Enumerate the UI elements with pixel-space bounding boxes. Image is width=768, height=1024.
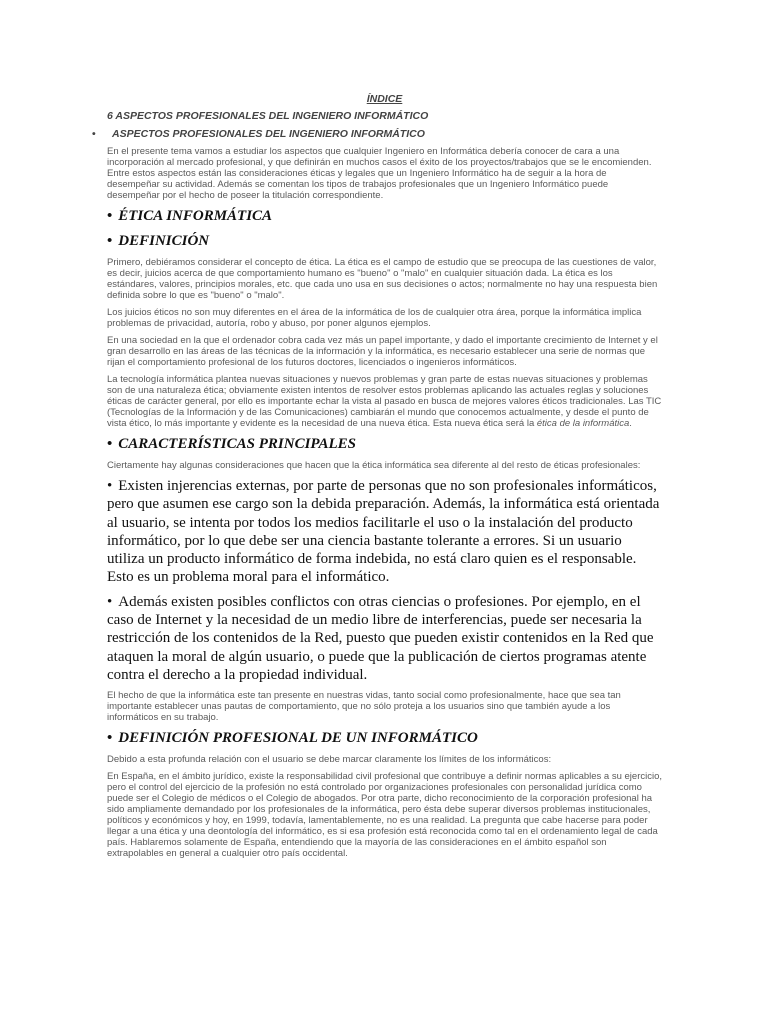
heading-caracteristicas [107,435,662,454]
heading-etica-label: ÉTICA INFORMÁTICA [118,208,273,224]
section-aspectos-label: ASPECTOS PROFESIONALES DEL INGENIERO INFORMÁTICO [112,128,425,140]
heading-etica [107,207,662,226]
document-subtitle: 6 ASPECTOS PROFESIONALES DEL INGENIERO INFORMÁTICO [107,110,429,122]
bullet-icon: • [107,436,113,452]
section-aspectos [92,128,662,140]
bullet-icon: • [92,128,96,140]
bullet-icon: • [107,730,113,747]
heading-caracteristicas-label: CARACTERÍSTICAS PRINCIPALES [118,436,356,452]
heading-def-profesional-label: DEFINICIÓN PROFESIONAL DE UN INFORMÁTICO [118,730,478,747]
definicion-paragraph-4-italic: ética de la informática [536,418,630,429]
definicion-paragraph-3: En una sociedad en la que el ordenador cobra cada vez más un papel importante, y dado el importante crecimiento de Internet y el gran desarrollo en las áreas de las técnicas de la información y la informática, es necesario establecer una serie de normas que rijan el comportamiento profesional de los futuros doctores, licenciados o ingenieros informáticos. [107,335,658,368]
bullet-icon: • [107,593,113,610]
definicion-paragraph-2: Los juicios éticos no son muy diferentes en el área de la informática de los de cualquier otra área, porque la informática implica problemas de privacidad, autoría, robo y abuso, por poner algunos ejemplos. [107,307,642,329]
caracteristicas-item-1 [107,477,662,587]
index-title: ÍNDICE [366,93,403,105]
caracteristicas-closing: El hecho de que la informática este tan presente en nuestras vidas, tanto social como profesionalmente, hace que sea tan importante establecer unas pautas de comportamiento, que no sólo proteja a los usuarios sino que también ayude a los informáticos en su trabajo. [107,690,621,724]
caracteristicas-item-2-text: Además existen posibles conflictos con otras ciencias o profesiones. Por ejemplo, en el caso de Internet y la necesidad de un medio libre de interferencias, puede ser necesaria la restricción de los contenidos de la Red, puesto que pueden existir contenidos en la Red que ataquen la moral de algún usuario, o puede que la publicación de ciertos programas atente contra el derecho a la propiedad individual. [107,593,654,683]
heading-definicion-label: DEFINICIÓN [118,233,210,249]
caracteristicas-intro: Ciertamente hay algunas consideraciones que hacen que la ética informática sea diferente al del resto de éticas profesionales: [107,460,641,471]
caracteristicas-item-1-text: Existen injerencias externas, por parte de personas que no son profesionales informáticos, pero que asumen ese cargo son la debida preparación. Además, la informática está orientada al usuario, se intenta por todos los medios facilitarle el uso o la instalación del producto informático, por lo que debe ser una ciencia bastante tolerante a errores. Si un usuario utiliza un producto informático de forma indebida, no está claro quien es el responsable. Esto es un problema moral para el informático. [107,478,660,586]
def-profesional-paragraph-2: En España, en el ámbito jurídico, existe la responsabilidad civil profesional que contribuye a definir normas aplicables a su ejercicio, pero el control del ejercicio de la profesión no está controlado por organizaciones profesionales con personalidad jurídica como puede ser el Colegio de médicos o el Colegio de abogados. Por otra parte, dicho reconocimiento de la corporación profesional ha sido ampliamente demandado por los profesionales de la informática, pero ésta debe superar diversos problemas institucionales, políticos y económicos y hoy, en 1999, todavía, lamentablemente, no es una realidad. La pregunta que cabe hacerse para poder llegar a una ética y una deontología del informático, es si esa profesión está reconocida como tal en el ordenamiento legal de cada país. Hablaremos solamente de España, entendiendo que la mayoría de las consideraciones en el ámbito español son extrapolables en general a cualquier otro país occidental. [107,771,662,860]
bullet-icon: • [107,478,113,494]
bullet-icon: • [107,233,113,249]
definicion-paragraph-4 [107,374,662,429]
document-body [92,93,662,865]
caracteristicas-item-2 [107,593,662,684]
definicion-paragraph-4-end: . [629,418,632,429]
bullet-icon: • [107,208,113,224]
heading-def-profesional [107,729,662,748]
heading-definicion [107,232,662,251]
def-profesional-paragraph-1: Debido a esta profunda relación con el usuario se debe marcar claramente los límites de los informáticos: [107,754,552,766]
definicion-paragraph-1: Primero, debiéramos considerar el concepto de ética. La ética es el campo de estudio que se preocupa de las cuestiones de valor, es decir, juicios acerca de que comportamiento humano es "bueno" o "malo" en cualquier situación dada. La ética es los estándares, valores, principios morales, etc. que cada uno usa en sus decisiones o actos; normalmente no hay una respuesta bien definida sobre lo que es "bueno" o "malo". [107,257,658,301]
definicion-paragraph-4-text: La tecnología informática plantea nuevas situaciones y nuevos problemas y gran parte de estas nuevas situaciones y problemas son de una naturaleza ética; obviamente existen intentos de resolver estos problemas aplicando las actuales reglas y soluciones éticas de carácter general, por ello es importante echar la vista al pasado en busca de mejores valores éticos tradicionales. Las TIC (Tecnologías de la Información y de las Comunicaciones) cambiarán el mundo que conocemos actualmente, y desde el punto de vista ético, lo más importante y evidente es la necesidad de una nueva ética. Esta nueva ética será la [107,374,662,429]
intro-paragraph: En el presente tema vamos a estudiar los aspectos que cualquier Ingeniero en Informática debería conocer de cara a una incorporación al mercado profesional, y que definirán en muchos casos el éxito de los proyectos/trabajos que se le encomienden. Entre estos aspectos están las consideraciones éticas y legales que un Ingeniero Informático ha de seguir a la hora de desempeñar su actividad. Además se comentan los tipos de trabajos profesionales que un Ingeniero Informático puede desempeñar por el hecho de poseer la titulación correspondiente. [107,146,652,201]
